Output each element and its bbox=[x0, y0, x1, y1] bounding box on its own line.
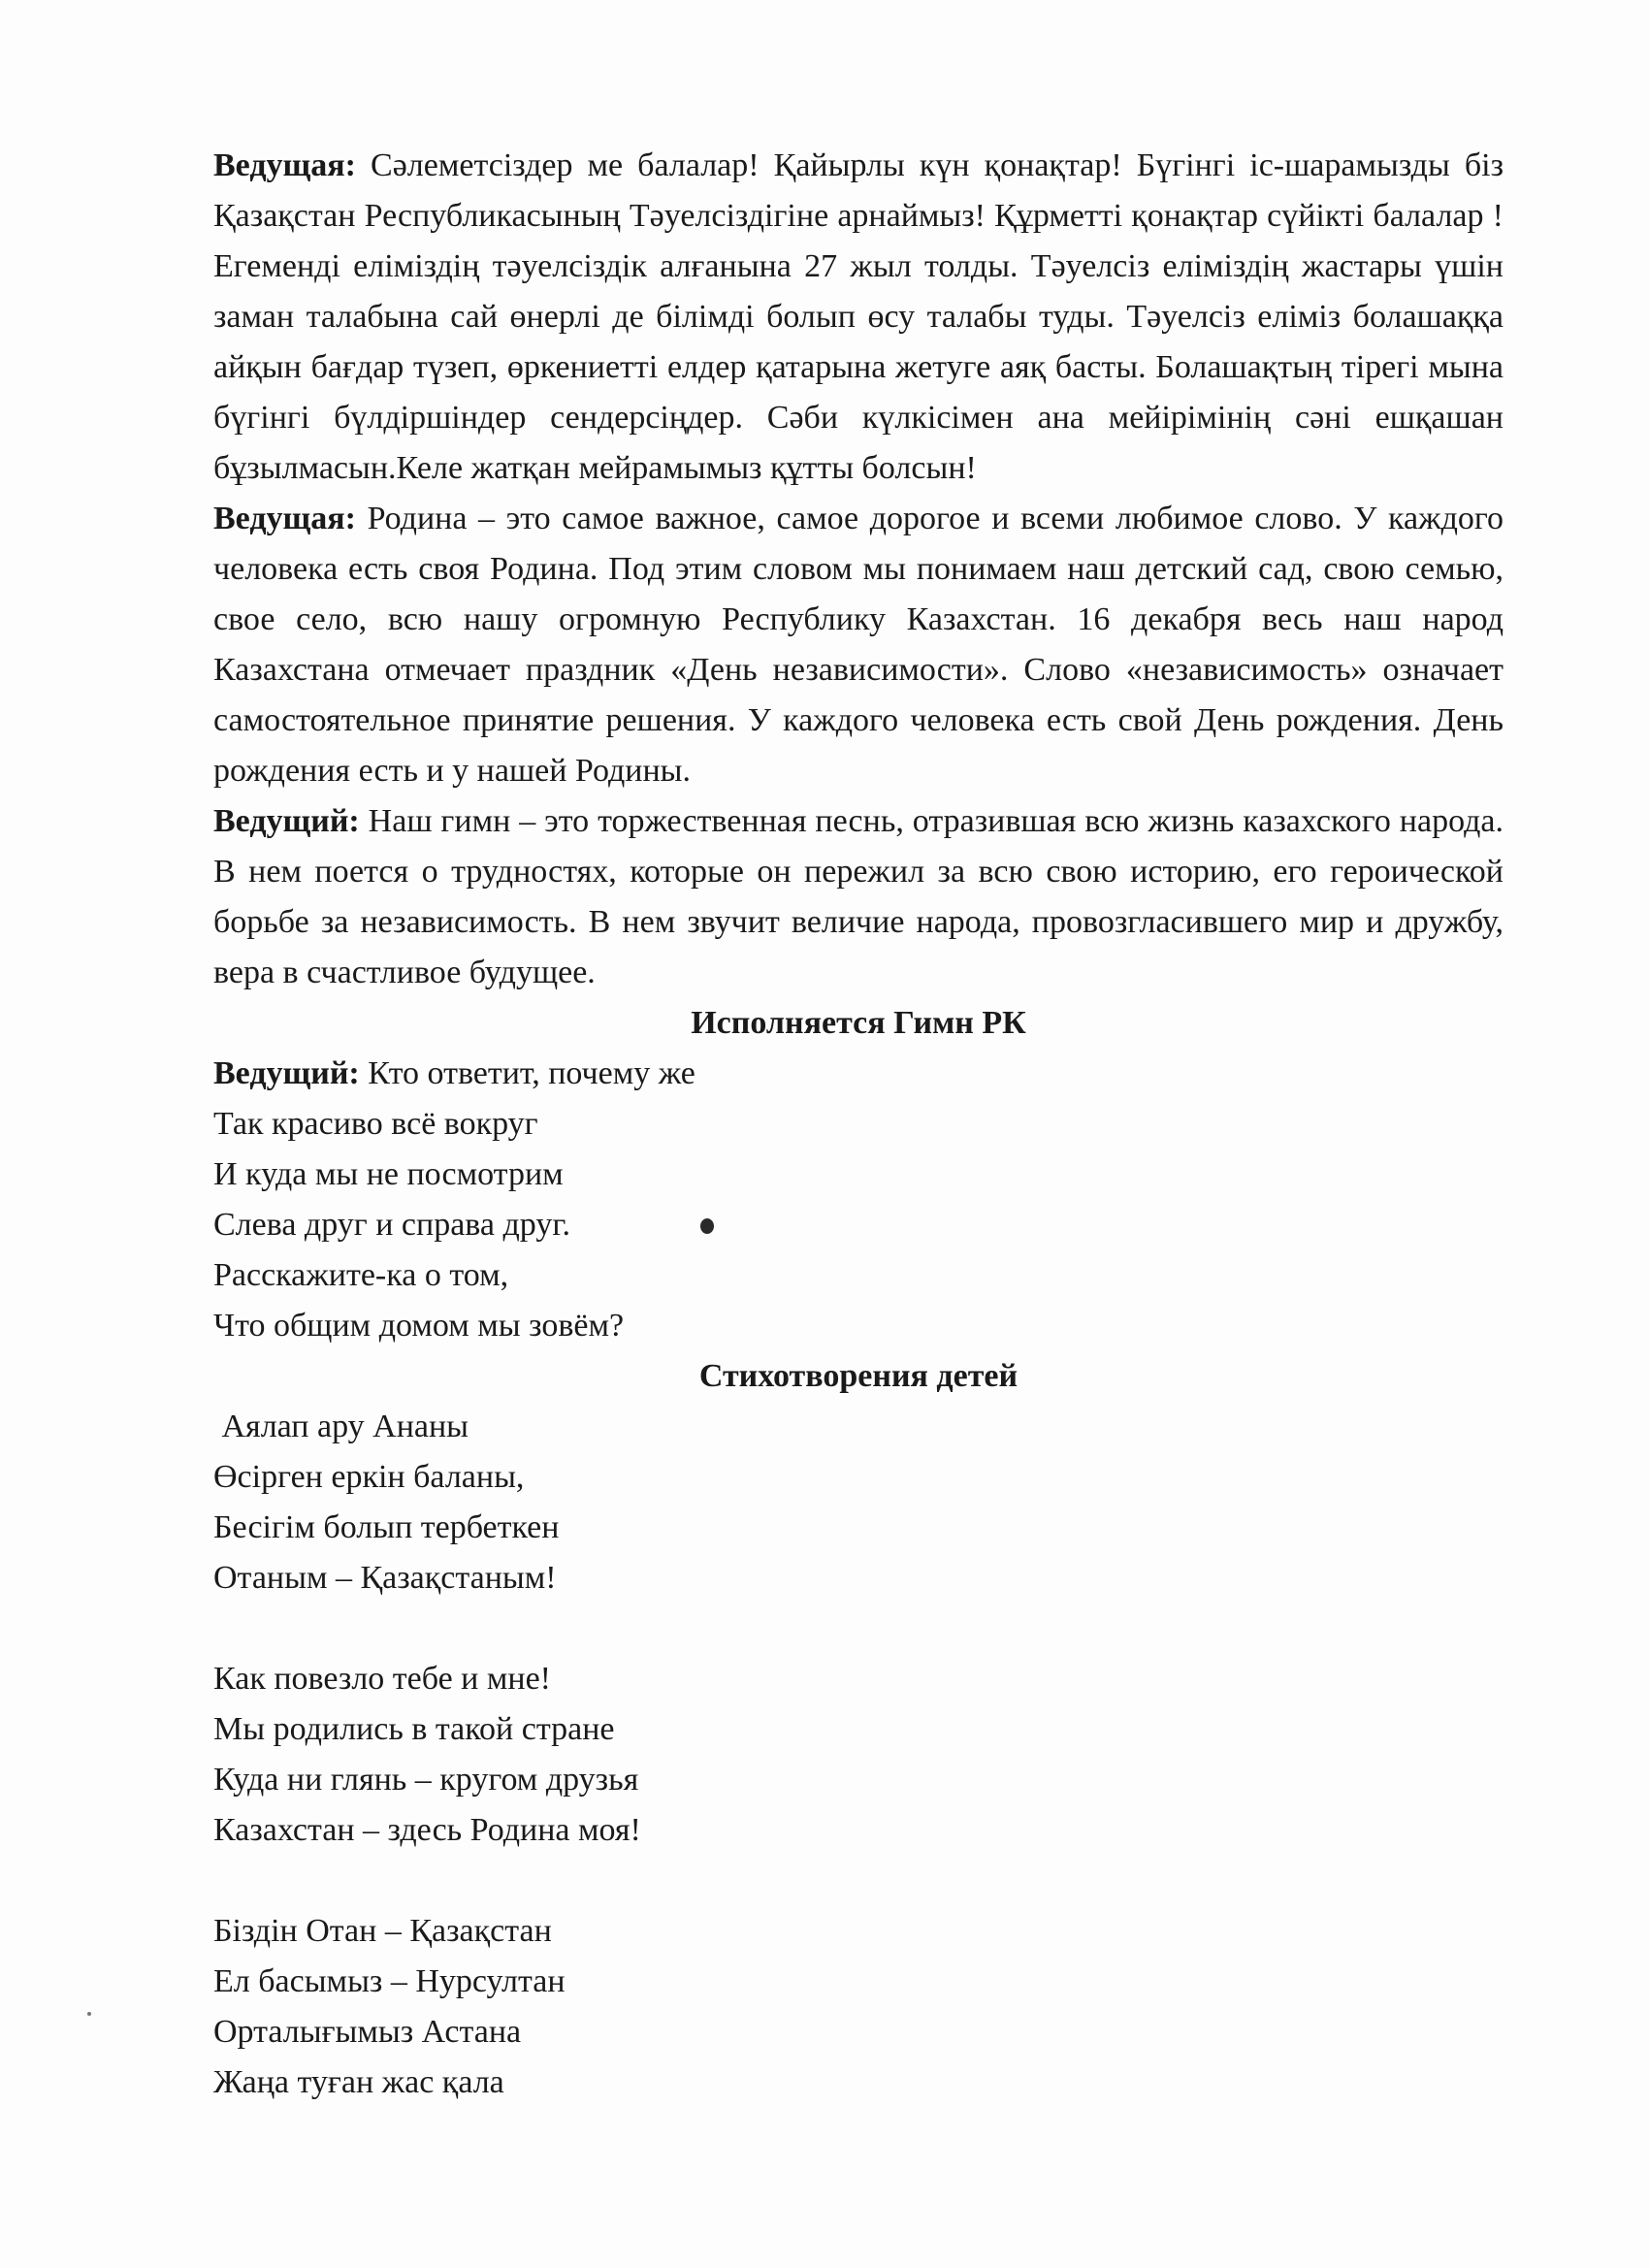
paragraph-text: Родина – это самое важное, самое дорогое и всеми любимое слово. У каждого человека есть своя Родина. Под этим словом мы понимаем наш детский сад, свою семью, свое село, всю нашу огромную Республику Казахстан. 16 декабря весь наш народ Казахстана отмечает праздник «День независимости». Слово «независимость» означает самостоятельное принятие решения. У каждого человека есть свой День рождения. День рождения есть и у нашей Родины. bbox=[213, 501, 1504, 789]
poem-line: Өсірген еркін баланы, bbox=[213, 1459, 525, 1495]
poem-line: Орталығымыз Астана bbox=[213, 2014, 522, 2050]
verse-line: Так красиво всё вокруг bbox=[213, 1106, 538, 1142]
poem-line: Біздін Отан – Қазақстан bbox=[213, 1913, 552, 1949]
paragraph-text: Сәлеметсіздер ме балалар! Қайырлы күн қонақтар! Бүгінгі іс-шарамызды біз Қазақстан Республикасының Тәуелсіздігіне арнаймыз! Құрметті қонақтар сүйікті балалар ! Егеменді еліміздің тәуелсіздік алғанына 27 жыл толды. Тәуелсіз еліміздің жастары үшін заман талабына сай өнерлі де білімді болып өсу талабы туды. Тәуелсіз еліміз болашаққа айқын бағдар түзеп, өркениетті елдер қатарына жетуге аяқ басты. Болашақтың тірегі мына бүгінгі бүлдіршіндер сендерсіңдер. Сәби күлкісімен ана мейірімінің сәні ешқашан бұзылмасын.Келе жатқан мейрамымыз құтты болсын! bbox=[213, 147, 1504, 486]
verse-line-text: Кто ответит, почему же bbox=[368, 1055, 695, 1091]
poem-line: Казахстан – здесь Родина моя! bbox=[213, 1812, 641, 1848]
speaker-label: Ведущая: bbox=[213, 501, 356, 536]
speaker-label: Ведущий: bbox=[213, 1055, 360, 1091]
paragraph-homeland bbox=[213, 494, 1504, 796]
poem-line: Мы родились в такой стране bbox=[213, 1711, 615, 1747]
speaker-label: Ведущий: bbox=[213, 803, 360, 839]
poem-line: Ел басымыз – Нурсултан bbox=[213, 1963, 566, 1999]
scan-speck bbox=[700, 1218, 714, 1234]
document-body bbox=[213, 141, 1504, 2108]
paragraph-greeting bbox=[213, 141, 1504, 494]
poem-stanza bbox=[213, 1402, 1504, 1604]
poem-line: Бесігім болып тербеткен bbox=[213, 1509, 560, 1545]
scan-speck bbox=[87, 2012, 91, 2016]
poem-line: Отаным – Қазақстаным! bbox=[213, 1560, 557, 1596]
poem-stanza bbox=[213, 1654, 1504, 1856]
poem-line: Аялап ару Ананы bbox=[213, 1409, 469, 1444]
poem-line: Как повезло тебе и мне! bbox=[213, 1661, 552, 1697]
verse-line: Расскажите-ка о том, bbox=[213, 1257, 509, 1293]
speaker-label: Ведущая: bbox=[213, 147, 356, 183]
verse-line: И куда мы не посмотрим bbox=[213, 1156, 564, 1192]
paragraph-text: Наш гимн – это торжественная песнь, отразившая всю жизнь казахского народа. В нем поется о трудностях, которые он пережил за всю свою историю, его героической борьбе за независимость. В нем звучит величие народа, провозгласившего мир и дружбу, вера в счастливое будущее. bbox=[213, 803, 1504, 990]
heading-poems: Стихотворения детей bbox=[698, 1358, 1018, 1394]
verse-line: Что общим домом мы зовём? bbox=[213, 1308, 625, 1344]
verse-intro bbox=[213, 1049, 1504, 1351]
heading-anthem: Исполняется Гимн РК bbox=[691, 1005, 1026, 1041]
verse-line: Слева друг и справа друг. bbox=[213, 1207, 570, 1243]
poem-stanza bbox=[213, 1906, 1504, 2108]
verse-line bbox=[213, 1049, 1504, 1099]
poem-line: Куда ни глянь – кругом друзья bbox=[213, 1762, 639, 1798]
poem-line: Жаңа туған жас қала bbox=[213, 2064, 504, 2100]
paragraph-anthem bbox=[213, 796, 1504, 998]
poems bbox=[213, 1402, 1504, 2108]
